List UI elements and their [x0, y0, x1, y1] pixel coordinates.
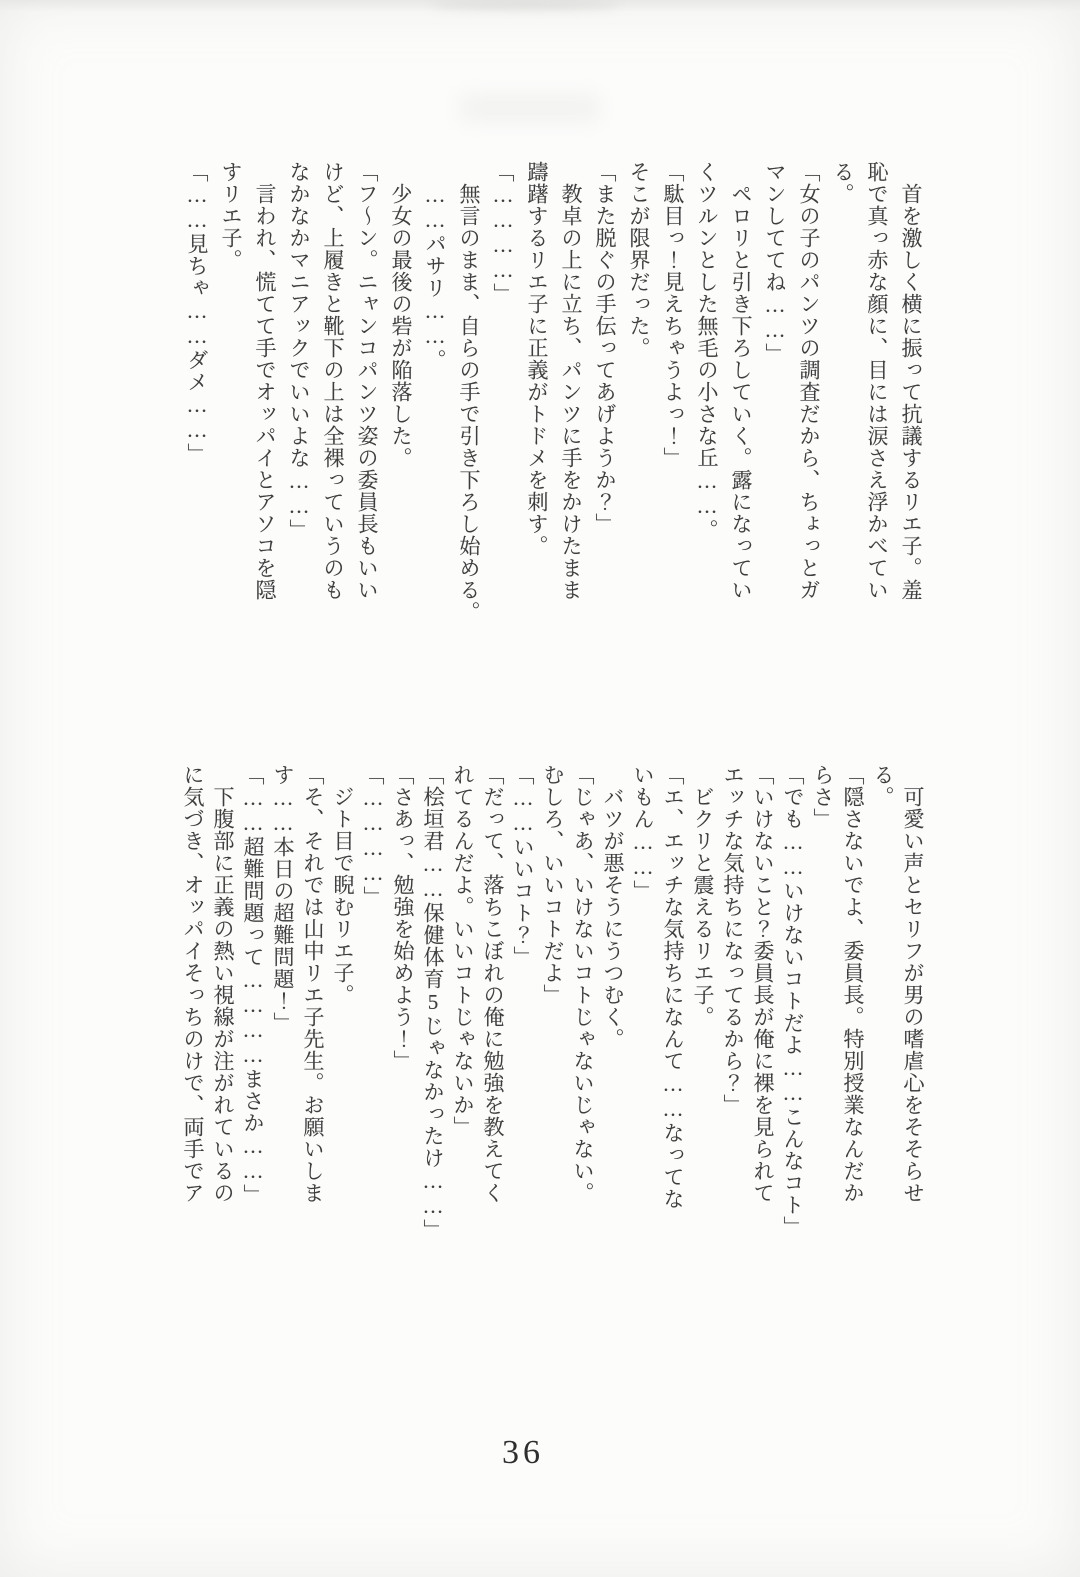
text-block-bottom — [178, 764, 928, 1278]
text-column: に気づき、オッパイそっちのけで、両手でア — [181, 764, 205, 1204]
text-column: 「さあっ、勉強を始めよう！」 — [391, 764, 415, 1072]
text-column: いもん……」 — [631, 764, 655, 902]
text-column: ジト目で睨むリエ子。 — [331, 786, 355, 1006]
text-column: 「そ、それでは山中リエ子先生。お願いしま — [301, 764, 325, 1204]
text-column: 「でも……いけないコトだよ……こんなコト」 — [781, 764, 805, 1238]
text-column: 可愛い声とセリフが男の嗜虐心をそそらせ — [901, 786, 925, 1204]
text-column: 「…………」 — [491, 161, 515, 305]
text-column: 下腹部に正義の熱い視線が注がれているの — [211, 786, 235, 1204]
text-column: 「女の子のパンツの調査だから、ちょっとガ — [797, 161, 821, 601]
text-column: すリエ子。 — [219, 161, 243, 271]
text-column: バツが悪そうにうつむく。 — [601, 786, 625, 1050]
page-number: 36 — [502, 1434, 544, 1471]
text-column: 「だって、落ちこぼれの俺に勉強を教えてく — [481, 764, 505, 1204]
text-column: 「……超難問題って…………まさか……」 — [241, 764, 265, 1206]
text-block-top — [180, 161, 928, 653]
text-column: 躊躇するリエ子に正義がトドメを刺す。 — [525, 161, 549, 557]
text-column: 「……見ちゃ……ダメ……」 — [185, 161, 209, 465]
text-column: そこが限界だった。 — [627, 161, 651, 359]
text-column: 無言のまま、自らの手で引き下ろし始める。 — [457, 183, 481, 623]
text-column: けど、上履きと靴下の上は全裸っていうのも — [321, 161, 345, 601]
text-column: 「フ～ン。ニャンコパンツ姿の委員長もいい — [355, 161, 379, 601]
text-column: 「…………」 — [361, 764, 385, 908]
text-column: 教卓の上に立ち、パンツに手をかけたまま — [559, 183, 583, 601]
text-column: 言われ、慌てて手でオッパイとアソコを隠 — [253, 183, 277, 601]
text-column: くツルンとした無毛の小さな丘……。 — [695, 161, 719, 541]
text-column: す……本日の超難問題！」 — [271, 764, 295, 1034]
scan-smudge — [460, 94, 600, 122]
text-column: むしろ、いいコトだよ」 — [541, 764, 565, 1006]
text-column: る。 — [871, 764, 895, 808]
text-column: 「また脱ぐの手伝ってあげようか？」 — [593, 161, 617, 535]
text-column: らさ」 — [811, 764, 835, 830]
text-column: ビクリと震えるリエ子。 — [691, 786, 715, 1028]
text-column: 「駄目っ！見えちゃうよっ！」 — [661, 161, 685, 469]
text-column: マンしててね……」 — [763, 161, 787, 365]
text-column: ……パサリ……。 — [423, 183, 447, 371]
text-column: 首を激しく横に振って抗議するリエ子。羞 — [899, 183, 923, 601]
text-column: 少女の最後の砦が陥落した。 — [389, 183, 413, 469]
text-column: 「じゃあ、いけないコトじゃないじゃない。 — [571, 764, 595, 1204]
text-column: ペロリと引き下ろしていく。露になってい — [729, 183, 753, 601]
text-column: 「桧垣君……保健体育5じゃなかったけ……」 — [421, 764, 445, 1241]
text-column: 「……いいコト？」 — [511, 764, 535, 968]
text-column: れてるんだよ。いいコトじゃないか」 — [451, 764, 475, 1138]
text-column: 「いけないこと？委員長が俺に裸を見られて — [751, 764, 775, 1204]
text-column: 恥で真っ赤な顔に、目には涙さえ浮かべてい — [865, 161, 889, 601]
text-column: なかなかマニアックでいいよな……」 — [287, 161, 311, 541]
text-column: 「隠さないでよ、委員長。特別授業なんだか — [841, 764, 865, 1204]
text-column: エッチな気持ちになってるから？」 — [721, 764, 745, 1116]
text-column: 「エ、エッチな気持ちになんて……なってな — [661, 764, 685, 1210]
text-column: る。 — [831, 161, 855, 205]
scan-smudge — [430, 1, 620, 10]
